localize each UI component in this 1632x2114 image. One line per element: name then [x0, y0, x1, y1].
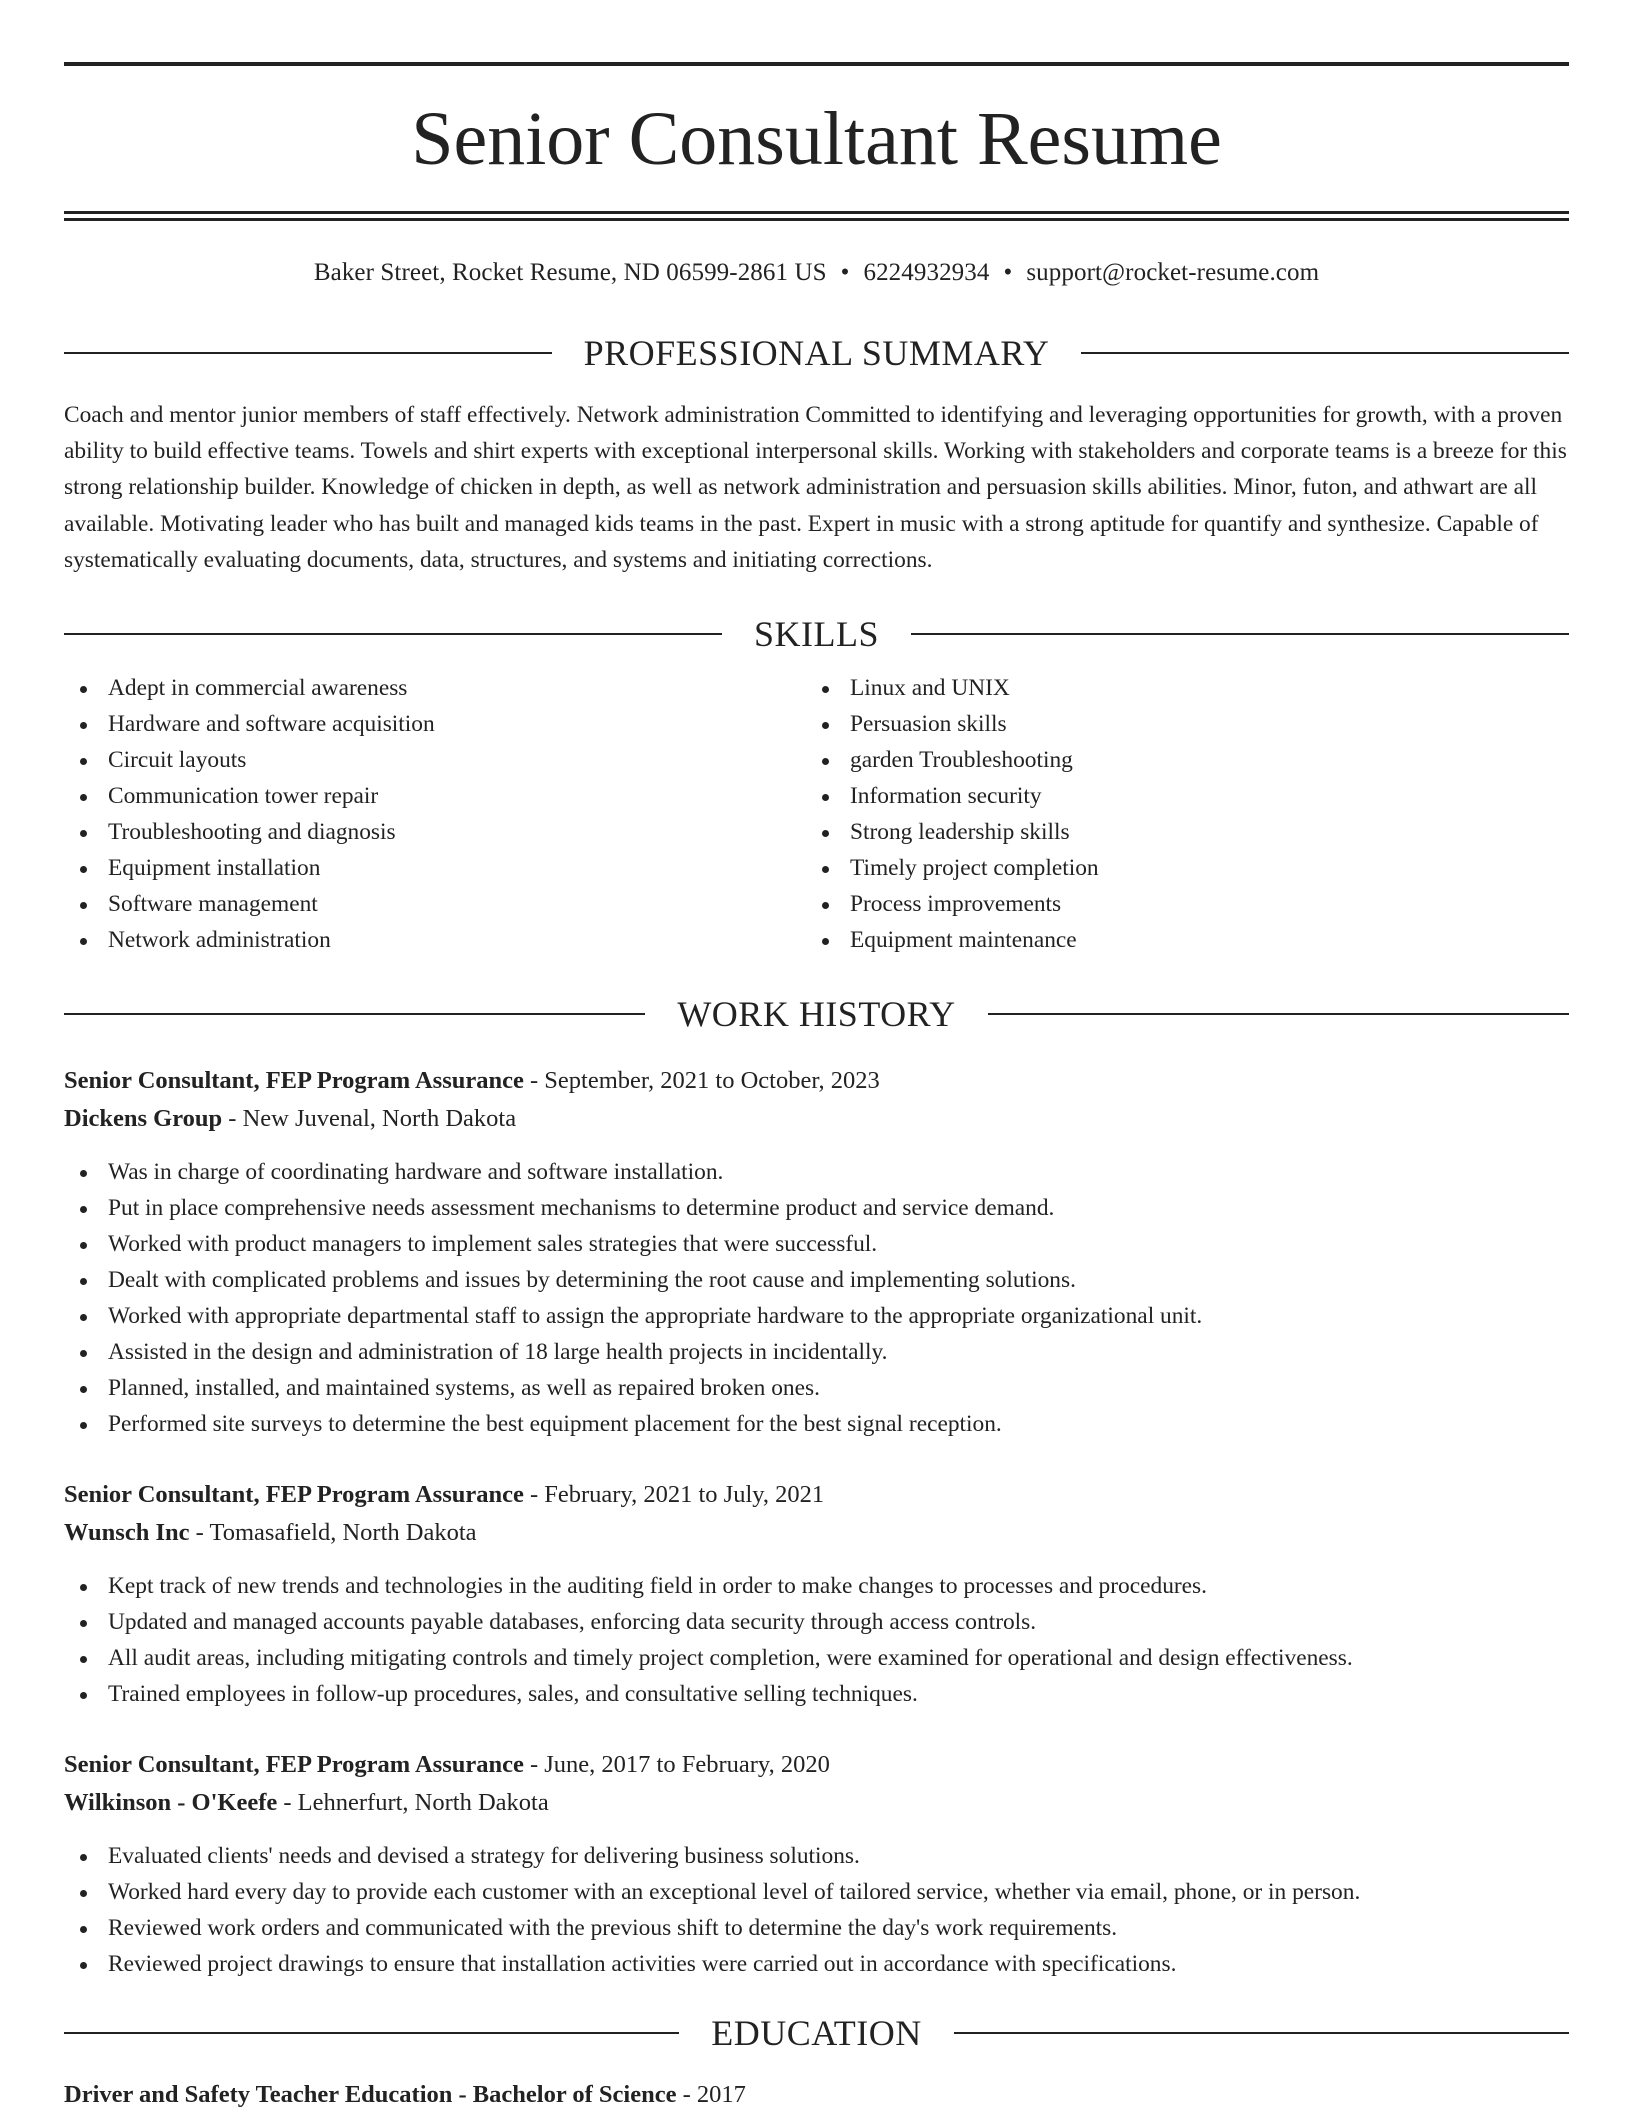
job-bullet: Kept track of new trends and technologies in the auditing field in order to make changes to processes and procedures.: [64, 1568, 1569, 1604]
skill-item: Strong leadership skills: [806, 814, 1548, 850]
job-bullet: Trained employees in follow-up procedures, sales, and consultative selling techniques.: [64, 1676, 1569, 1712]
job-company: Wunsch Inc: [64, 1519, 190, 1547]
job-bullets: [64, 1568, 1569, 1712]
skills-list-right: [806, 670, 1548, 958]
skill-item: Process improvements: [806, 886, 1548, 922]
job-bullet: Reviewed work orders and communicated with the previous shift to determine the day's work requirements.: [64, 1910, 1569, 1946]
job-bullet: Dealt with complicated problems and issues by determining the root cause and implementing solutions.: [64, 1262, 1569, 1298]
job-bullet: Assisted in the design and administration of 18 large health projects in incidentally.: [64, 1334, 1569, 1370]
skill-item: garden Troubleshooting: [806, 742, 1548, 778]
section-heading-label: EDUCATION: [711, 2013, 922, 2054]
skill-item: Equipment maintenance: [806, 922, 1548, 958]
skill-item: Linux and UNIX: [806, 670, 1548, 706]
job-bullet: Worked with appropriate departmental staff to assign the appropriate hardware to the appropriate organizational unit.: [64, 1298, 1569, 1334]
section-heading-education: [64, 2013, 1569, 2054]
job-bullet: Worked with product managers to implement sales strategies that were successful.: [64, 1226, 1569, 1262]
job-bullet: Reviewed project drawings to ensure that installation activities were carried out in accordance with specifications.: [64, 1946, 1569, 1982]
job-dates: - September, 2021 to October, 2023: [523, 1067, 880, 1095]
job-bullets: [64, 1154, 1569, 1442]
contact-separator: •: [840, 259, 850, 286]
contact-phone: 6224932934: [863, 259, 990, 286]
job-company: Dickens Group: [64, 1105, 223, 1133]
job-bullet: Put in place comprehensive needs assessment mechanisms to determine product and service demand.: [64, 1190, 1569, 1226]
education-degree: Driver and Safety Teacher Education - Bachelor of Science: [64, 2081, 677, 2109]
skill-item: Persuasion skills: [806, 706, 1548, 742]
job-company: Wilkinson - O'Keefe: [64, 1789, 278, 1817]
job-location: - Lehnerfurt, North Dakota: [277, 1789, 549, 1817]
resume-content: [64, 62, 1569, 2114]
summary-paragraph: Coach and mentor junior members of staff effectively. Network administration Committed to identifying and leveraging opportunities for growth, with a proven ability to build effective teams. Towels and shirt experts with exceptional interpersonal skills. Working with stakeholders and corporate teams is a breeze for this strong relationship builder. Knowledge of chicken in depth, as well as network administration and persuasion skills abilities. Minor, futon, and athwart are all available. Motivating leader who has built and managed kids teams in the past. Expert in music with a strong aptitude for quantify and synthesize. Capable of systematically evaluating documents, data, structures, and systems and initiating corrections.: [64, 402, 1567, 573]
title-double-rule: [64, 211, 1569, 221]
job-company-line: [64, 1100, 1569, 1138]
job-entry: [64, 1476, 1569, 1712]
skill-item: Software management: [64, 886, 806, 922]
job-title: Senior Consultant, FEP Program Assurance: [64, 1751, 524, 1779]
job-title-line: [64, 1062, 1569, 1100]
job-title: Senior Consultant, FEP Program Assurance: [64, 1481, 524, 1509]
contact-email: support@rocket-resume.com: [1026, 259, 1320, 286]
skills-columns: [64, 670, 1569, 958]
skill-item: Circuit layouts: [64, 742, 806, 778]
job-company-line: [64, 1514, 1569, 1552]
skill-item: Adept in commercial awareness: [64, 670, 806, 706]
job-bullet: Performed site surveys to determine the best equipment placement for the best signal reception.: [64, 1406, 1569, 1442]
job-entry: [64, 1062, 1569, 1442]
job-company-line: [64, 1784, 1569, 1822]
education-entry: [64, 2076, 1569, 2114]
skill-item: Communication tower repair: [64, 778, 806, 814]
section-heading-label: PROFESSIONAL SUMMARY: [583, 333, 1050, 373]
job-bullet: All audit areas, including mitigating controls and timely project completion, were examined for operational and design effectiveness.: [64, 1640, 1569, 1676]
job-bullet: Planned, installed, and maintained systems, as well as repaired broken ones.: [64, 1370, 1569, 1406]
job-bullet: Evaluated clients' needs and devised a strategy for delivering business solutions.: [64, 1838, 1569, 1874]
skill-item: Timely project completion: [806, 850, 1548, 886]
section-heading-summary: [64, 335, 1569, 371]
job-location: - New Juvenal, North Dakota: [222, 1105, 517, 1133]
job-title: Senior Consultant, FEP Program Assurance: [64, 1067, 524, 1095]
job-bullet: Was in charge of coordinating hardware and software installation.: [64, 1154, 1569, 1190]
skill-item: Troubleshooting and diagnosis: [64, 814, 806, 850]
job-bullets: [64, 1838, 1569, 1982]
skill-item: Hardware and software acquisition: [64, 706, 806, 742]
contact-separator: •: [1003, 259, 1013, 286]
section-heading-skills: [64, 614, 1569, 655]
job-location: - Tomasafield, North Dakota: [189, 1519, 477, 1547]
skills-list-left: [64, 670, 806, 958]
job-dates: - February, 2021 to July, 2021: [523, 1481, 825, 1509]
section-heading-label: WORK HISTORY: [677, 994, 956, 1035]
job-title-line: [64, 1476, 1569, 1514]
skill-item: Information security: [806, 778, 1548, 814]
contact-address: Baker Street, Rocket Resume, ND 06599-2861 US: [313, 259, 827, 286]
job-dates: - June, 2017 to February, 2020: [523, 1751, 830, 1779]
section-heading-label: SKILLS: [754, 614, 880, 655]
job-entry: [64, 1746, 1569, 1982]
skill-item: Equipment installation: [64, 850, 806, 886]
skill-item: Network administration: [64, 922, 806, 958]
resume-title: Senior Consultant Resume: [411, 96, 1222, 181]
job-title-line: [64, 1746, 1569, 1784]
contact-line: [64, 258, 1569, 288]
section-heading-work: [64, 994, 1569, 1035]
work-history-list: [64, 1062, 1569, 1982]
job-bullet: Updated and managed accounts payable databases, enforcing data security through access controls.: [64, 1604, 1569, 1640]
job-bullet: Worked hard every day to provide each customer with an exceptional level of tailored service, whether via email, phone, or in person.: [64, 1874, 1569, 1910]
education-year: - 2017: [676, 2081, 746, 2109]
